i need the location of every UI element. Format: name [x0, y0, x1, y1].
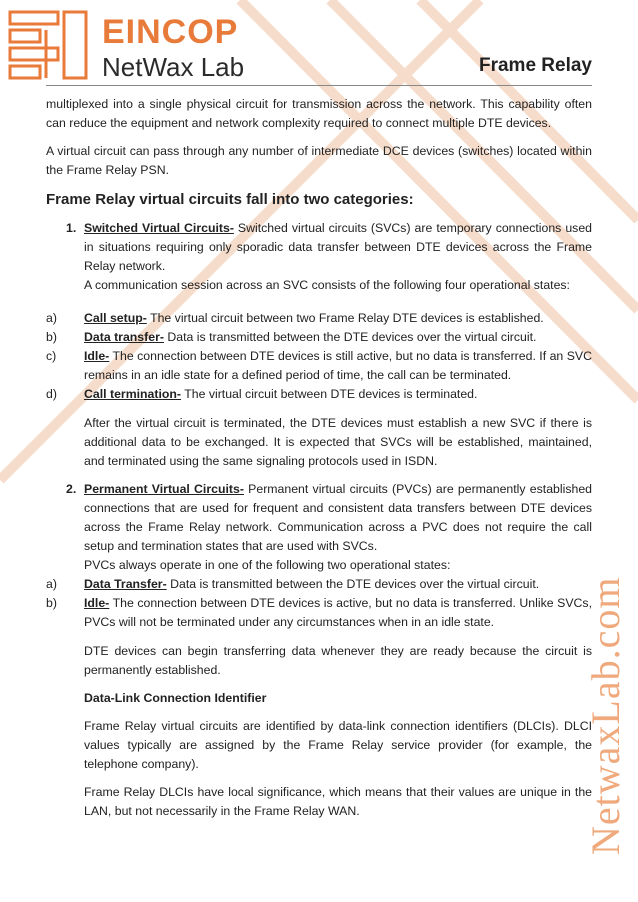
state-text: Data is transmitted between the DTE devices over the virtual circuit. [166, 577, 540, 591]
pvc-item [46, 480, 592, 575]
svc-paragraph [84, 219, 592, 276]
list-letter: a) [46, 577, 57, 591]
page-title: Frame Relay [478, 55, 592, 76]
list-letter: b) [46, 330, 57, 344]
svc-states-intro: A communication session across an SVC consists of the following four operational states: [84, 278, 570, 292]
state-term: Idle- [84, 596, 110, 610]
state-text: The connection between DTE devices is active, but no data is transferred. Unlike SVCs, PVCs will not be terminated under any circumstances when in an idle state. [84, 596, 592, 629]
section-heading: Frame Relay virtual circuits fall into two categories: [46, 191, 414, 208]
list-item [46, 328, 592, 347]
logo [8, 10, 278, 82]
document-body [46, 95, 592, 830]
intro-paragraph-1: multiplexed into a single physical circuit for transmission across the network. This capability often can reduce the equipment and network complexity required to connect multiple DTE devices. [46, 97, 592, 130]
list-item [46, 594, 592, 632]
svc-states-list [46, 309, 592, 404]
list-letter: a) [46, 311, 57, 325]
svc-item [46, 219, 592, 295]
pvc-number: 2. [66, 482, 77, 496]
list-letter: c) [46, 349, 57, 363]
list-letter: b) [46, 596, 57, 610]
pvc-after-paragraph: DTE devices can begin transferring data whenever they are ready because the circuit is permanently established. [84, 644, 592, 677]
pvc-states-intro: PVCs always operate in one of the following two operational states: [84, 558, 451, 572]
dlci-paragraph-1: Frame Relay virtual circuits are identified by data-link connection identifiers (DLCIs). DLCI values typically are assigned by the Frame Relay service provider (for example, the telephone company). [84, 719, 592, 771]
state-text: The virtual circuit between DTE devices is terminated. [181, 387, 478, 401]
list-item [46, 347, 592, 385]
pvc-paragraph [84, 480, 592, 556]
list-letter: d) [46, 387, 57, 401]
state-text: The connection between DTE devices is still active, but no data is transferred. If an SVC remains in an idle state for a defined period of time, the call can be terminated. [84, 349, 592, 382]
pvc-states-list [46, 575, 592, 632]
logo-mark-icon [8, 10, 90, 80]
svc-after-paragraph: After the virtual circuit is terminated, the DTE devices must establish a new SVC if there is additional data to be exchanged. It is expected that SVCs will be established, maintained, and terminated using the same signaling protocols used in ISDN. [84, 416, 592, 468]
brand-subtitle: NetWax Lab [102, 52, 245, 82]
svc-text: Switched virtual circuits (SVCs) are temporary connections used in situations requiring only sporadic data transfer between DTE devices across the Frame Relay network. [84, 221, 592, 273]
list-item [46, 309, 592, 328]
watermark-text: NetwaxLab.com [583, 576, 628, 855]
state-term: Idle- [84, 349, 110, 363]
brand-name: EINCOP [102, 13, 239, 51]
state-term: Data Transfer- [84, 577, 167, 591]
pvc-text: Permanent virtual circuits (PVCs) are permanently established connections that are used for frequent and consistent data transfers between DTE devices across the Frame Relay network. Communication across a PVC does not require the call setup and termination states that are used with SVCs. [84, 482, 593, 553]
list-item [46, 575, 592, 594]
dlci-heading: Data-Link Connection Identifier [84, 691, 267, 705]
state-term: Call setup- [84, 311, 147, 325]
state-text: Data is transmitted between the DTE devices over the virtual circuit. [163, 330, 537, 344]
state-text: The virtual circuit between two Frame Relay DTE devices is established. [146, 311, 544, 325]
pvc-term: Permanent Virtual Circuits- [84, 482, 244, 496]
svc-number: 1. [66, 221, 77, 235]
svc-term: Switched Virtual Circuits- [84, 221, 234, 235]
dlci-paragraph-2: Frame Relay DLCIs have local significance, which means that their values are unique in the LAN, but not necessarily in the Frame Relay WAN. [84, 785, 592, 818]
intro-paragraph-2: A virtual circuit can pass through any number of intermediate DCE devices (switches) located within the Frame Relay PSN. [46, 144, 592, 177]
state-term: Data transfer- [84, 330, 164, 344]
state-term: Call termination- [84, 387, 182, 401]
header-divider [46, 85, 592, 86]
list-item [46, 385, 592, 404]
